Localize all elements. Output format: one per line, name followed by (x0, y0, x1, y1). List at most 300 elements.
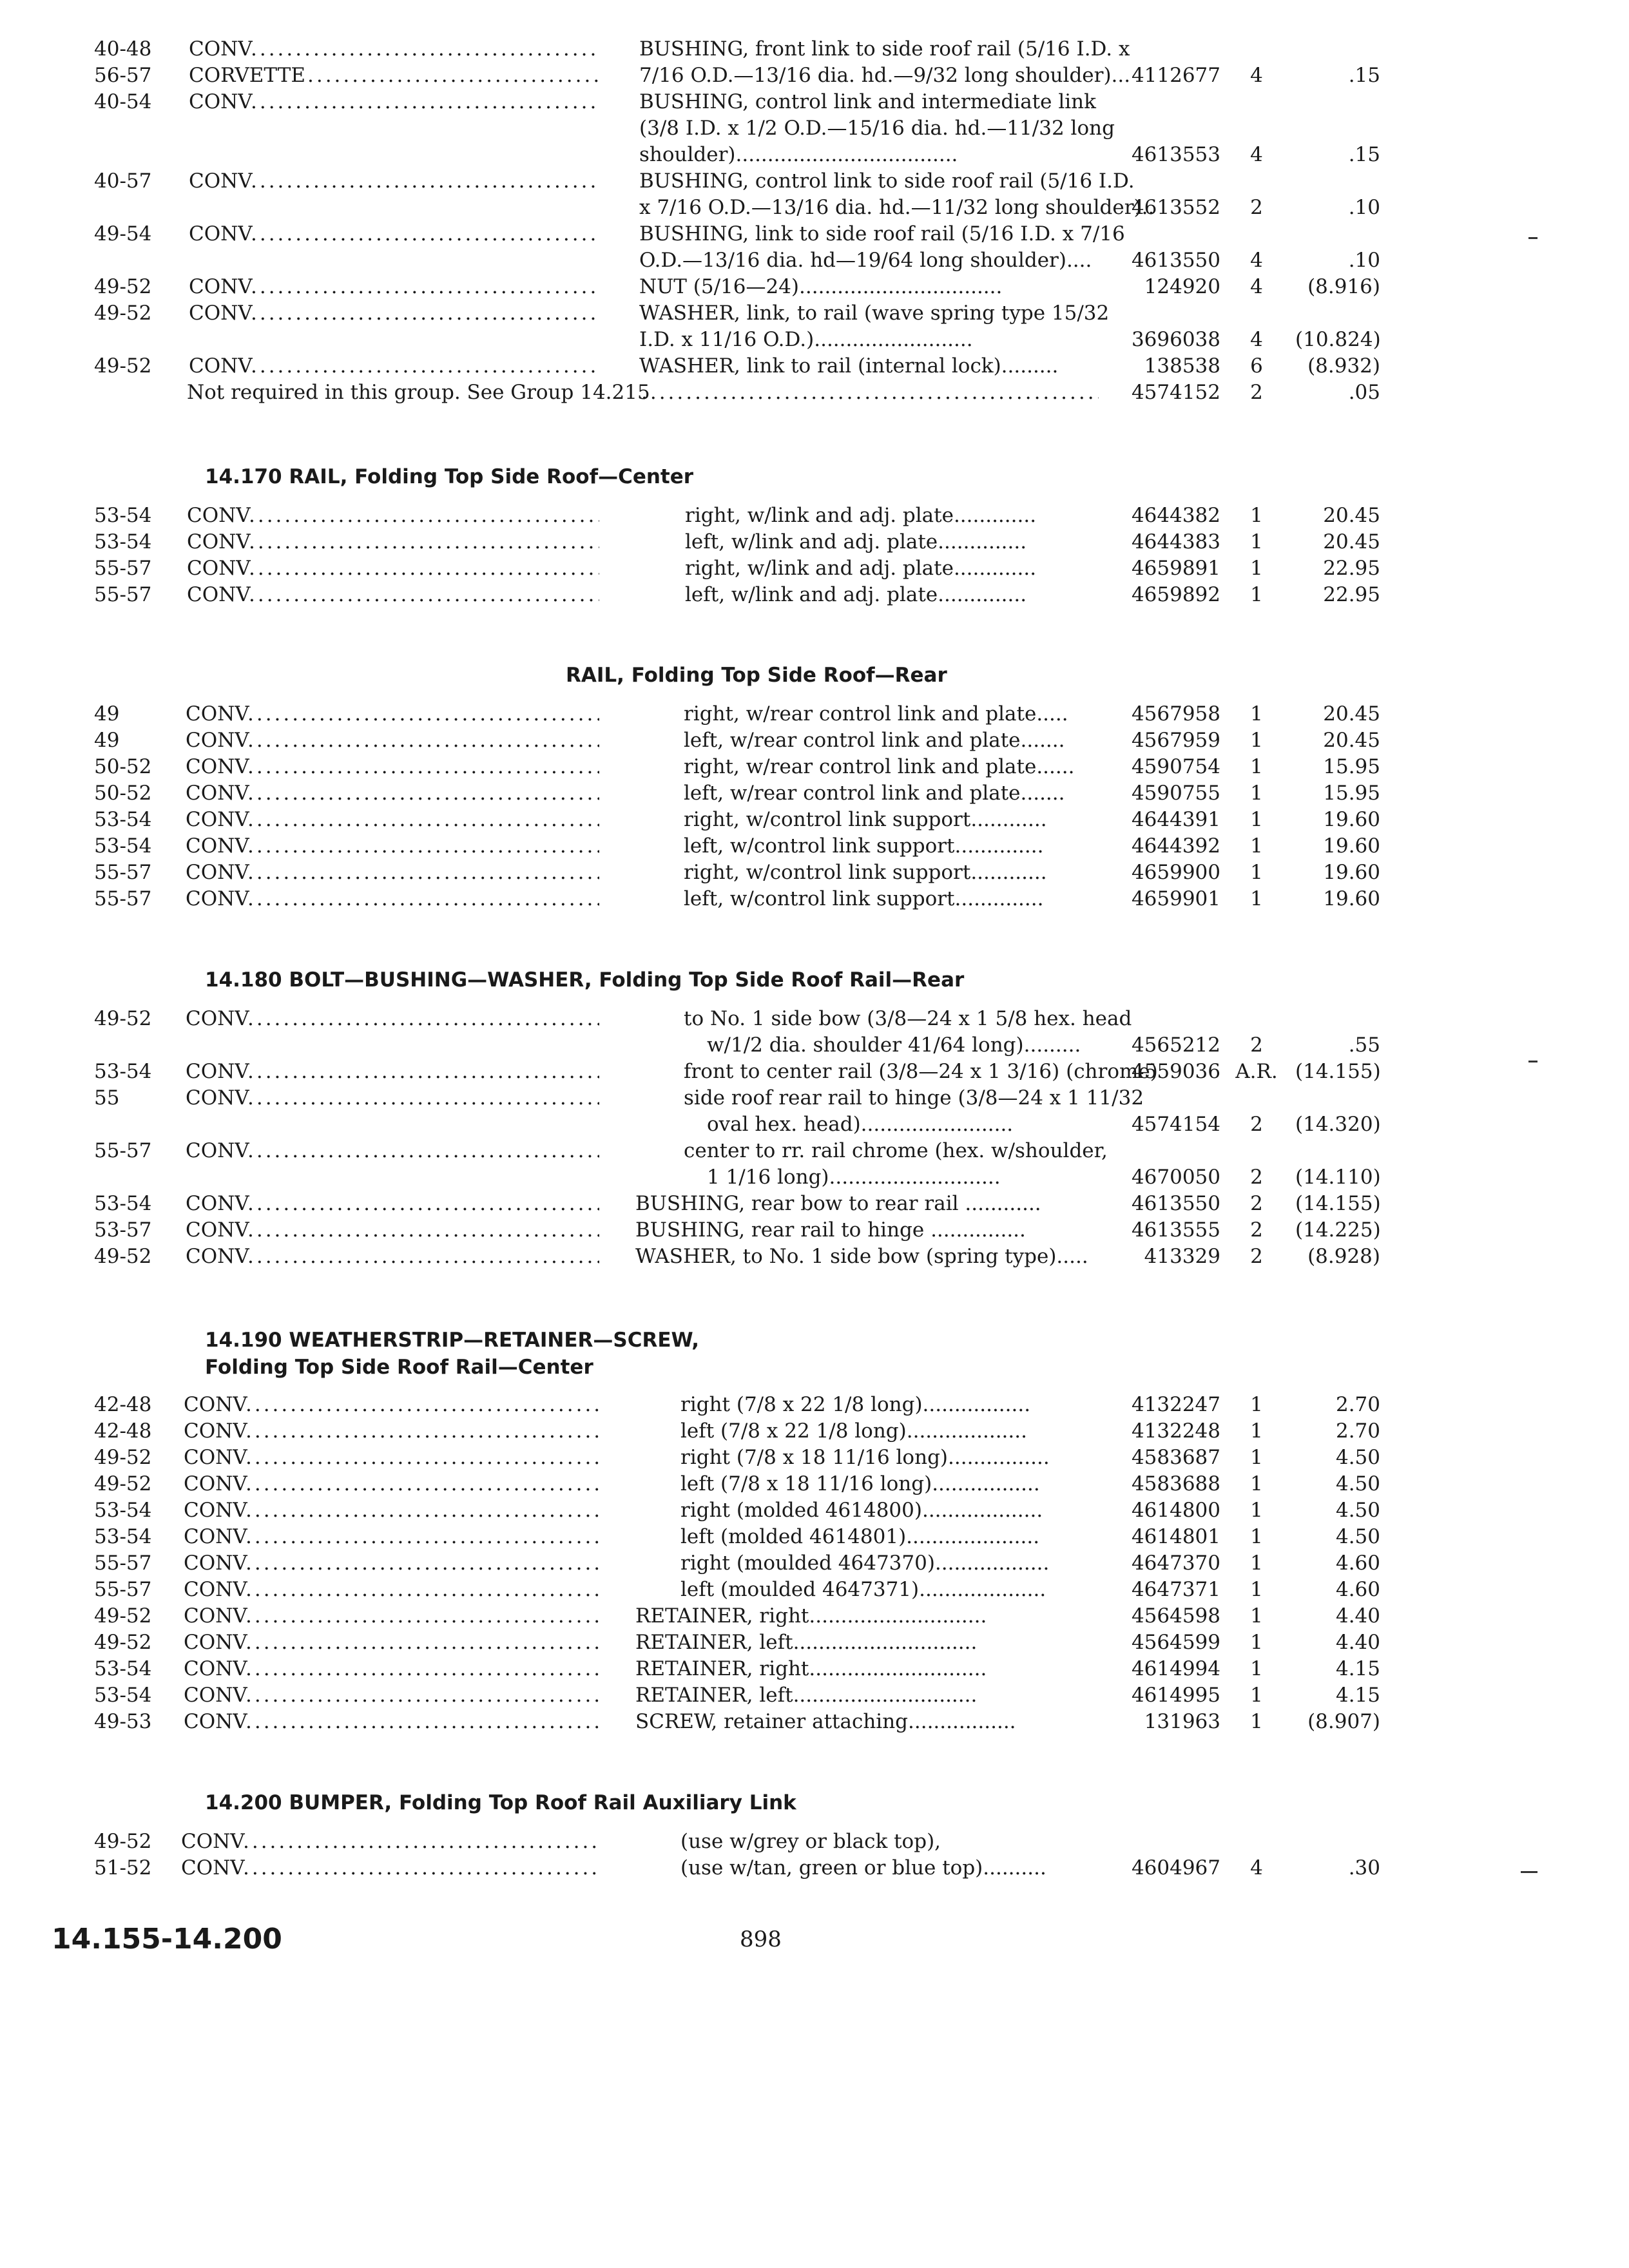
leader-dots (246, 1525, 599, 1548)
part-row (0, 1525, 1629, 1552)
body-style: CONV (184, 1393, 247, 1416)
price: (14.110) (1295, 1166, 1381, 1189)
quantity: 2 (1250, 1113, 1263, 1136)
part-row (0, 1856, 1629, 1883)
part-row (0, 1218, 1629, 1245)
leader-dots (243, 1830, 599, 1853)
part-description: RETAINER, left............................. (635, 1684, 978, 1707)
group-heading: 14.200 BUMPER, Folding Top Roof Rail Auxiliary Link (205, 1791, 796, 1814)
model-year: 53-54 (94, 1499, 152, 1522)
price: .10 (1348, 249, 1380, 272)
body-style: CONV (181, 1830, 245, 1853)
price: 2.70 (1335, 1393, 1380, 1416)
part-row (0, 1060, 1629, 1086)
part-description: WASHER, link to rail (internal lock)......... (639, 354, 1059, 378)
model-year: 53-54 (94, 1192, 152, 1215)
model-year: 49-52 (94, 1007, 152, 1030)
part-description: left, w/rear control link and plate....... (684, 729, 1065, 752)
body-style: CONV (189, 354, 253, 378)
price: 20.45 (1323, 729, 1380, 752)
price: 22.95 (1323, 583, 1380, 606)
quantity: 1 (1250, 1578, 1263, 1601)
model-year: 53-54 (94, 1684, 152, 1707)
part-row (0, 1552, 1629, 1578)
body-style: CONV (186, 1060, 249, 1083)
part-description: side roof rear rail to hinge (3/8—24 x 1 11/32 (684, 1086, 1144, 1110)
part-number: 4613550 (1131, 249, 1220, 272)
part-number: 138538 (1144, 354, 1220, 378)
model-year: 40-48 (94, 37, 152, 61)
part-description: RETAINER, right............................ (635, 1604, 987, 1628)
leader-dots (246, 1552, 599, 1575)
body-style: CONV (181, 1856, 245, 1879)
model-year: 49 (94, 702, 120, 726)
body-style: CONV (186, 755, 249, 778)
part-number: 4574154 (1131, 1113, 1220, 1136)
leader-dots (249, 583, 599, 606)
part-row (0, 37, 1629, 64)
quantity: 1 (1250, 755, 1263, 778)
part-row (0, 834, 1629, 861)
price: 19.60 (1323, 887, 1380, 910)
leader-dots (247, 834, 599, 858)
quantity: 1 (1250, 887, 1263, 910)
part-number: 4647370 (1131, 1552, 1220, 1575)
model-year: 42-48 (94, 1393, 152, 1416)
leader-dots (251, 222, 599, 245)
part-description: to No. 1 side bow (3/8—24 x 1 5/8 hex. head (684, 1007, 1132, 1030)
body-style: CONV (187, 583, 251, 606)
model-year: 53-54 (94, 504, 152, 527)
model-year: 53-57 (94, 1218, 152, 1242)
part-number: 4614801 (1131, 1525, 1220, 1548)
part-description: BUSHING, control link and intermediate link (639, 90, 1096, 113)
body-style: CONV (186, 834, 249, 858)
part-row (0, 1710, 1629, 1736)
model-year: 55-57 (94, 1139, 152, 1162)
part-description: right, w/link and adj. plate............. (685, 504, 1037, 527)
body-style: CONV (186, 1007, 249, 1030)
price: 4.40 (1335, 1604, 1380, 1628)
price: .15 (1348, 64, 1380, 87)
leader-dots (247, 1192, 599, 1215)
leader-dots (246, 1393, 599, 1416)
quantity: 1 (1250, 1604, 1263, 1628)
part-description: center to rr. rail chrome (hex. w/shoulder, (684, 1139, 1108, 1162)
model-year: 40-57 (94, 169, 152, 193)
model-year: 55-57 (94, 861, 152, 884)
quantity: 1 (1250, 1419, 1263, 1443)
price: (8.928) (1307, 1245, 1380, 1268)
model-year: 49-54 (94, 222, 152, 245)
part-number: 4613555 (1131, 1218, 1220, 1242)
part-row (0, 1830, 1629, 1856)
leader-dots (246, 1604, 599, 1628)
part-description: BUSHING, link to side roof rail (5/16 I.D. x 7/16 (639, 222, 1125, 245)
quantity: 1 (1250, 702, 1263, 726)
part-description: RETAINER, right............................ (635, 1657, 987, 1680)
body-style: CONV (184, 1684, 247, 1707)
part-number: 4614995 (1131, 1684, 1220, 1707)
body-style: CONV (184, 1525, 247, 1548)
part-number: 4613553 (1131, 143, 1220, 166)
body-style: CONV (189, 169, 253, 193)
price: 19.60 (1323, 861, 1380, 884)
quantity: 1 (1250, 729, 1263, 752)
price: 4.60 (1335, 1578, 1380, 1601)
part-row (0, 1393, 1629, 1419)
part-description: WASHER, to No. 1 side bow (spring type)..... (635, 1245, 1088, 1268)
price: (8.916) (1307, 275, 1380, 298)
model-year: 53-54 (94, 834, 152, 858)
body-style: CONV (187, 557, 251, 580)
part-description: BUSHING, front link to side roof rail (5/16 I.D. x (639, 37, 1130, 61)
quantity: 4 (1250, 249, 1263, 272)
price: 15.95 (1323, 755, 1380, 778)
model-year: 50-52 (94, 782, 152, 805)
leader-dots (307, 64, 599, 87)
quantity: 2 (1250, 1166, 1263, 1189)
leader-dots (247, 1139, 599, 1162)
body-style: CONV (189, 275, 253, 298)
part-number: 4559036 (1131, 1060, 1220, 1083)
part-description: 1 1/16 long)........................... (707, 1166, 1001, 1189)
part-description: left (molded 4614801)..................... (680, 1525, 1040, 1548)
quantity: 1 (1250, 861, 1263, 884)
model-year: 53-54 (94, 1657, 152, 1680)
model-year: 49-52 (94, 1446, 152, 1469)
price: 4.50 (1335, 1472, 1380, 1495)
model-year: 55-57 (94, 557, 152, 580)
price: 15.95 (1323, 782, 1380, 805)
part-row (0, 90, 1629, 169)
part-row (0, 504, 1629, 530)
body-style: CONV (187, 504, 251, 527)
part-row (0, 755, 1629, 782)
leader-dots (247, 1245, 599, 1268)
body-style: CONV (186, 1192, 249, 1215)
part-row (0, 1657, 1629, 1684)
leader-dots (247, 808, 599, 831)
body-style: CONV (186, 808, 249, 831)
leader-dots (251, 37, 599, 61)
quantity: 4 (1250, 328, 1263, 351)
part-row (0, 782, 1629, 808)
part-number: 4614800 (1131, 1499, 1220, 1522)
part-number: 4590755 (1131, 782, 1220, 805)
part-description: BUSHING, rear rail to hinge ............... (635, 1218, 1026, 1242)
part-row (0, 64, 1629, 90)
model-year: 55-57 (94, 583, 152, 606)
body-style: CONV (184, 1710, 247, 1733)
body-style: CONV (186, 782, 249, 805)
part-description: right, w/link and adj. plate............. (685, 557, 1037, 580)
quantity: 1 (1250, 1499, 1263, 1522)
part-row (0, 583, 1629, 610)
part-description: O.D.—13/16 dia. hd—19/64 long shoulder).... (639, 249, 1092, 272)
part-number: 413329 (1144, 1245, 1220, 1268)
price: .55 (1348, 1033, 1380, 1057)
part-description: right (7/8 x 18 11/16 long)................ (680, 1446, 1050, 1469)
part-description: oval hex. head)........................ (707, 1113, 1014, 1136)
part-description: (use w/tan, green or blue top).......... (680, 1856, 1046, 1879)
part-description: NUT (5/16—24)................................ (639, 275, 1003, 298)
part-row (0, 557, 1629, 583)
price: 19.60 (1323, 808, 1380, 831)
group-heading: 14.180 BOLT—BUSHING—WASHER, Folding Top Side Roof Rail—Rear (205, 968, 965, 992)
leader-dots (246, 1499, 599, 1522)
leader-dots (247, 1086, 599, 1110)
part-description: left, w/link and adj. plate.............. (685, 530, 1027, 553)
price: 20.45 (1323, 702, 1380, 726)
part-number: 4567958 (1131, 702, 1220, 726)
margin-mark (1528, 1061, 1537, 1062)
body-style: CONV (184, 1552, 247, 1575)
leader-dots (246, 1419, 599, 1443)
body-style: CONV (184, 1419, 247, 1443)
model-year: 51-52 (94, 1856, 152, 1879)
quantity: 4 (1250, 143, 1263, 166)
part-description: right, w/rear control link and plate..... (684, 702, 1068, 726)
model-year: 55-57 (94, 1552, 152, 1575)
body-style: CONV (186, 729, 249, 752)
model-year: 49-52 (94, 1631, 152, 1654)
leader-dots (251, 90, 599, 113)
part-description: right, w/rear control link and plate...... (684, 755, 1075, 778)
part-row (0, 887, 1629, 914)
quantity: 1 (1250, 834, 1263, 858)
price: (8.932) (1307, 354, 1380, 378)
part-description: BUSHING, control link to side roof rail (5/16 I.D. (639, 169, 1135, 193)
leader-dots (247, 729, 599, 752)
price: (14.320) (1295, 1113, 1381, 1136)
group-heading: 14.170 RAIL, Folding Top Side Roof—Center (205, 465, 694, 488)
model-year: 49-52 (94, 1830, 152, 1853)
leader-dots (246, 1657, 599, 1680)
price: 4.40 (1335, 1631, 1380, 1654)
quantity: 2 (1250, 1033, 1263, 1057)
part-row (0, 1684, 1629, 1710)
part-row (0, 169, 1629, 222)
body-style: CONV (184, 1499, 247, 1522)
model-year: 53-54 (94, 808, 152, 831)
part-row (0, 1604, 1629, 1631)
part-description: 7/16 O.D.—13/16 dia. hd.—9/32 long shoulder)... (639, 64, 1131, 87)
model-year: 53-54 (94, 1060, 152, 1083)
price: 20.45 (1323, 530, 1380, 553)
leader-dots (251, 169, 599, 193)
leader-dots (246, 1710, 599, 1733)
model-year: 40-54 (94, 90, 152, 113)
body-style: CONV (186, 1218, 249, 1242)
cross-reference-note: Not required in this group. See Group 14.215 (187, 381, 650, 404)
part-number: 4574152 (1131, 381, 1220, 404)
part-number: 4659901 (1131, 887, 1220, 910)
leader-dots (247, 702, 599, 726)
part-number: 4565212 (1131, 1033, 1220, 1057)
price: 4.50 (1335, 1499, 1380, 1522)
body-style: CONV (186, 1139, 249, 1162)
body-style: CONV (184, 1657, 247, 1680)
margin-mark (1521, 1871, 1537, 1873)
body-style: CONV (189, 222, 253, 245)
part-number: 4644391 (1131, 808, 1220, 831)
group-subheading: Folding Top Side Roof Rail—Center (205, 1356, 593, 1379)
model-year: 55 (94, 1086, 120, 1110)
part-description: shoulder)................................... (639, 143, 958, 166)
body-style: CONV (184, 1578, 247, 1601)
part-row (0, 1631, 1629, 1657)
quantity: 1 (1250, 1657, 1263, 1680)
part-number: 131963 (1144, 1710, 1220, 1733)
part-number: 4614994 (1131, 1657, 1220, 1680)
part-row (0, 808, 1629, 834)
group-heading: 14.190 WEATHERSTRIP—RETAINER—SCREW, (205, 1329, 699, 1352)
page-number: 898 (740, 1927, 782, 1952)
part-description: left, w/link and adj. plate.............. (685, 583, 1027, 606)
price: (8.907) (1307, 1710, 1380, 1733)
margin-mark (1528, 237, 1537, 239)
quantity: 1 (1250, 1552, 1263, 1575)
model-year: 56-57 (94, 64, 152, 87)
quantity: 2 (1250, 1245, 1263, 1268)
leader-dots (641, 381, 1099, 404)
price: .05 (1348, 381, 1380, 404)
part-description: w/1/2 dia. shoulder 41/64 long)......... (707, 1033, 1081, 1057)
part-row (0, 1578, 1629, 1604)
price: 4.15 (1335, 1684, 1380, 1707)
model-year: 55-57 (94, 887, 152, 910)
leader-dots (247, 782, 599, 805)
model-year: 49-52 (94, 354, 152, 378)
leader-dots (246, 1446, 599, 1469)
quantity: 4 (1250, 1856, 1263, 1879)
part-description: left, w/rear control link and plate....... (684, 782, 1065, 805)
body-style: CONV (184, 1604, 247, 1628)
model-year: 53-54 (94, 1525, 152, 1548)
part-number: 4567959 (1131, 729, 1220, 752)
part-description: front to center rail (3/8—24 x 1 3/16) (chrome) (684, 1060, 1158, 1083)
body-style: CONV (184, 1446, 247, 1469)
leader-dots (249, 557, 599, 580)
part-description: WASHER, link, to rail (wave spring type 15/32 (639, 302, 1110, 325)
price: 4.60 (1335, 1552, 1380, 1575)
part-number: 4659891 (1131, 557, 1220, 580)
model-year: 42-48 (94, 1419, 152, 1443)
part-row (0, 222, 1629, 275)
note-row (0, 381, 1629, 407)
part-number: 4659892 (1131, 583, 1220, 606)
model-year: 53-54 (94, 530, 152, 553)
quantity: 1 (1250, 1472, 1263, 1495)
price: 19.60 (1323, 834, 1380, 858)
part-number: 124920 (1144, 275, 1220, 298)
part-number: 4583687 (1131, 1446, 1220, 1469)
leader-dots (246, 1472, 599, 1495)
part-number: 4670050 (1131, 1166, 1220, 1189)
part-number: 4659900 (1131, 861, 1220, 884)
price: (10.824) (1295, 328, 1381, 351)
quantity: 2 (1250, 1192, 1263, 1215)
part-row (0, 702, 1629, 729)
part-description: I.D. x 11/16 O.D.)......................... (639, 328, 973, 351)
part-number: 4604967 (1131, 1856, 1220, 1879)
part-description: x 7/16 O.D.—13/16 dia. hd.—11/32 long shoulder).. (639, 196, 1155, 219)
part-number: 4112677 (1131, 64, 1220, 87)
part-row (0, 275, 1629, 302)
part-row (0, 1086, 1629, 1139)
part-row (0, 530, 1629, 557)
body-style: CONV (186, 1086, 249, 1110)
part-number: 4647371 (1131, 1578, 1220, 1601)
leader-dots (247, 1060, 599, 1083)
body-style: CONV (189, 90, 253, 113)
quantity: 1 (1250, 583, 1263, 606)
price: .30 (1348, 1856, 1380, 1879)
part-number: 4613550 (1131, 1192, 1220, 1215)
quantity: 1 (1250, 504, 1263, 527)
price: (14.225) (1295, 1218, 1381, 1242)
price: 4.50 (1335, 1525, 1380, 1548)
part-description: left, w/control link support.............. (684, 834, 1044, 858)
quantity: 1 (1250, 782, 1263, 805)
part-number: 4564599 (1131, 1631, 1220, 1654)
leader-dots (251, 354, 599, 378)
quantity: 2 (1250, 381, 1263, 404)
quantity: 2 (1250, 196, 1263, 219)
body-style: CONV (189, 37, 253, 61)
price: .10 (1348, 196, 1380, 219)
part-row (0, 1472, 1629, 1499)
body-style: CONV (184, 1472, 247, 1495)
part-description: left, w/control link support.............. (684, 887, 1044, 910)
part-description: right, w/control link support............ (684, 861, 1047, 884)
part-description: left (7/8 x 22 1/8 long)................... (680, 1419, 1027, 1443)
part-row (0, 1446, 1629, 1472)
part-number: 4613552 (1131, 196, 1220, 219)
price: (14.155) (1295, 1192, 1381, 1215)
price: 20.45 (1323, 504, 1380, 527)
body-style: CORVETTE (189, 64, 305, 87)
part-row (0, 1419, 1629, 1446)
price: 2.70 (1335, 1419, 1380, 1443)
leader-dots (243, 1856, 599, 1879)
part-description: (use w/grey or black top), (680, 1830, 941, 1853)
price: 4.15 (1335, 1657, 1380, 1680)
part-number: 4644383 (1131, 530, 1220, 553)
model-year: 50-52 (94, 755, 152, 778)
part-row (0, 1245, 1629, 1271)
quantity: 1 (1250, 1684, 1263, 1707)
leader-dots (249, 504, 599, 527)
body-style: CONV (186, 702, 249, 726)
leader-dots (251, 302, 599, 325)
part-number: 4644392 (1131, 834, 1220, 858)
quantity: 1 (1250, 1393, 1263, 1416)
leader-dots (247, 861, 599, 884)
leader-dots (247, 1218, 599, 1242)
quantity: 1 (1250, 1710, 1263, 1733)
part-row (0, 1139, 1629, 1192)
leader-dots (246, 1684, 599, 1707)
body-style: CONV (187, 530, 251, 553)
part-description: BUSHING, rear bow to rear rail ............ (635, 1192, 1041, 1215)
leader-dots (251, 275, 599, 298)
part-row (0, 729, 1629, 755)
quantity: 1 (1250, 1525, 1263, 1548)
leader-dots (247, 755, 599, 778)
body-style: CONV (189, 302, 253, 325)
